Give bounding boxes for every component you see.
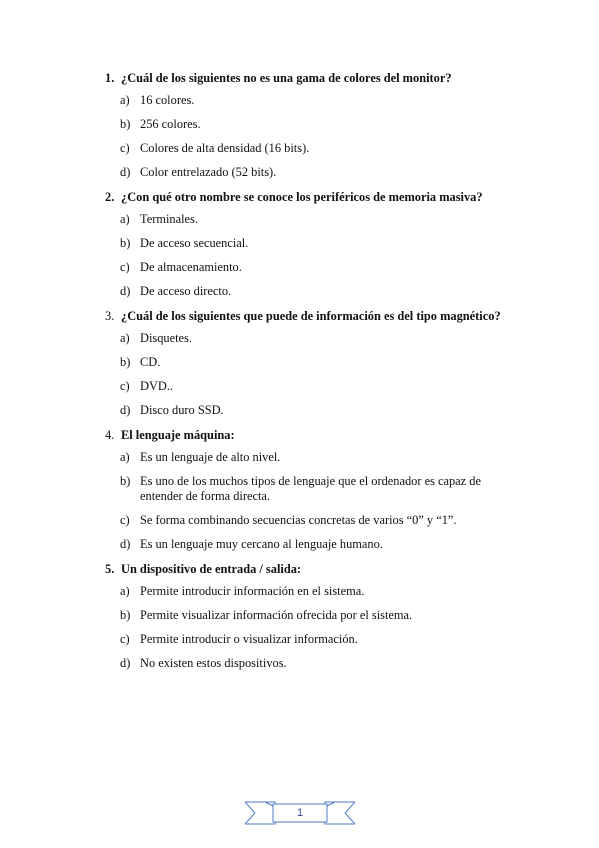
option-text: Permite visualizar información ofrecida por el sistema. (140, 608, 413, 622)
option-text: Permite introducir o visualizar información. (140, 632, 358, 646)
option-letter: a) (120, 450, 130, 464)
question-5 (105, 561, 525, 577)
option-letter: a) (120, 584, 130, 598)
question-number: 2. (105, 190, 115, 204)
question-number: 3. (105, 309, 115, 323)
option-b (120, 355, 525, 370)
option-text: Permite introducir información en el sistema. (140, 584, 365, 598)
option-letter: b) (120, 474, 131, 488)
question-2 (105, 189, 525, 205)
option-text: De acceso directo. (140, 284, 232, 298)
option-text: Color entrelazado (52 bits). (140, 165, 277, 179)
option-text: De acceso secuencial. (140, 236, 249, 250)
option-letter: a) (120, 331, 130, 345)
options-list (105, 584, 525, 671)
options-list (105, 212, 525, 299)
question-text: Un dispositivo de entrada / salida: (121, 562, 302, 576)
question-number: 4. (105, 428, 115, 442)
option-text: Se forma combinando secuencias concretas de varios “0” y “1”. (140, 513, 457, 527)
options-list (105, 331, 525, 418)
option-c (120, 141, 525, 156)
option-text: Es un lenguaje muy cercano al lenguaje humano. (140, 537, 383, 551)
option-b (120, 608, 525, 623)
question-text: El lenguaje máquina: (121, 428, 235, 442)
option-b (120, 474, 525, 504)
option-letter: d) (120, 284, 131, 298)
option-a (120, 584, 525, 599)
option-text: CD. (140, 355, 161, 369)
option-d (120, 537, 525, 552)
option-text: Es un lenguaje de alto nivel. (140, 450, 281, 464)
option-c (120, 260, 525, 275)
option-d (120, 165, 525, 180)
question-text: ¿Cuál de los siguientes no es una gama de colores del monitor? (121, 71, 452, 85)
option-letter: b) (120, 117, 131, 131)
option-b (120, 117, 525, 132)
options-list (105, 450, 525, 552)
option-a (120, 93, 525, 108)
option-d (120, 403, 525, 418)
option-d (120, 656, 525, 671)
option-text: Es uno de los muchos tipos de lenguaje que el ordenador es capaz de entender de forma directa. (140, 474, 481, 503)
question-1 (105, 70, 525, 86)
option-letter: c) (120, 260, 130, 274)
option-letter: c) (120, 379, 130, 393)
option-letter: c) (120, 141, 130, 155)
option-letter: d) (120, 165, 131, 179)
option-c (120, 379, 525, 394)
option-letter: c) (120, 513, 130, 527)
question-3 (105, 308, 525, 324)
option-c (120, 632, 525, 647)
question-4 (105, 427, 525, 443)
option-letter: d) (120, 403, 131, 417)
option-a (120, 450, 525, 465)
option-letter: a) (120, 212, 130, 226)
option-a (120, 331, 525, 346)
option-text: 16 colores. (140, 93, 195, 107)
question-number: 1. (105, 71, 115, 85)
option-b (120, 236, 525, 251)
option-letter: c) (120, 632, 130, 646)
option-letter: b) (120, 608, 131, 622)
option-c (120, 513, 525, 528)
option-letter: d) (120, 656, 131, 670)
options-list (105, 93, 525, 180)
page-footer (245, 798, 355, 828)
question-text: ¿Con qué otro nombre se conoce los periféricos de memoria masiva? (121, 190, 483, 204)
option-a (120, 212, 525, 227)
option-letter: b) (120, 236, 131, 250)
page-number: 1 (296, 807, 304, 819)
option-text: Disquetes. (140, 331, 192, 345)
option-letter: d) (120, 537, 131, 551)
question-text: ¿Cuál de los siguientes que puede de información es del tipo magnético? (121, 309, 501, 323)
option-text: No existen estos dispositivos. (140, 656, 287, 670)
option-text: DVD.. (140, 379, 174, 393)
option-letter: b) (120, 355, 131, 369)
option-text: 256 colores. (140, 117, 201, 131)
option-text: Colores de alta densidad (16 bits). (140, 141, 310, 155)
option-d (120, 284, 525, 299)
option-text: Disco duro SSD. (140, 403, 224, 417)
quiz-content (105, 70, 525, 680)
question-number: 5. (105, 562, 115, 576)
option-text: De almacenamiento. (140, 260, 242, 274)
option-text: Terminales. (140, 212, 198, 226)
option-letter: a) (120, 93, 130, 107)
